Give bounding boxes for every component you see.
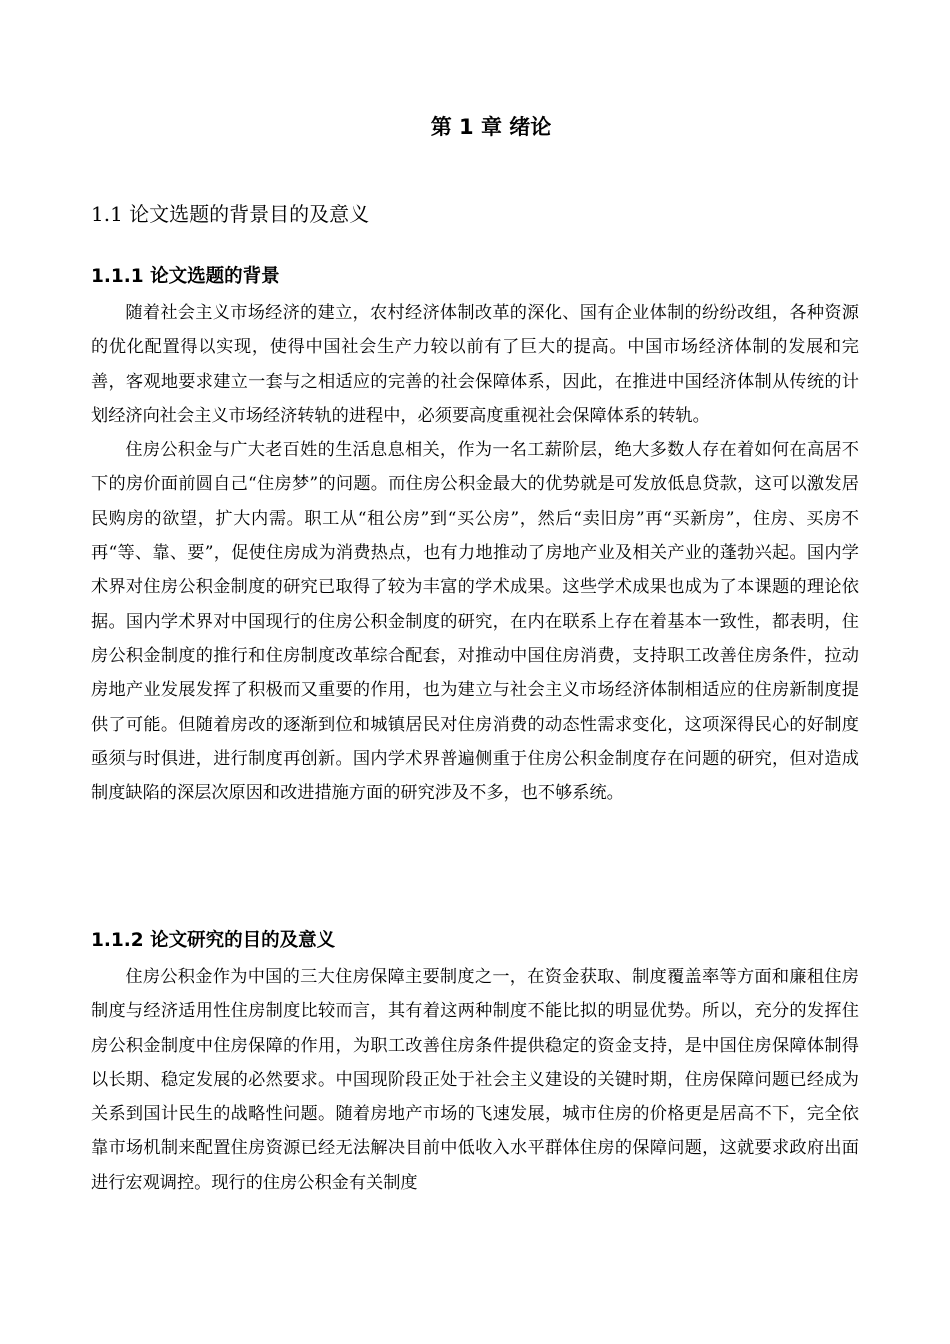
purpose-body <box>91 960 859 1200</box>
paragraph: 住房公积金与广大老百姓的生活息息相关，作为一名工薪阶层，绝大多数人存在着如何在高居不下的房价面前圆自己“住房梦”的问题。而住房公积金最大的优势就是可发放低息贷款，这可以激发居民购房的欲望，扩大内需。职工从“租公房”到“买公房”，然后“卖旧房”再“买新房”，住房、买房不再“等、靠、要”，促使住房成为消费热点，也有力地推动了房地产业及相关产业的蓬勃兴起。国内学术界对住房公积金制度的研究已取得了较为丰富的学术成果。这些学术成果也成为了本课题的理论依据。国内学术界对中国现行的住房公积金制度的研究，在内在联系上存在着基本一致性，都表明，住房公积金制度的推行和住房制度改革综合配套，对推动中国住房消费，支持职工改善住房条件，拉动房地产业发展发挥了积极而又重要的作用，也为建立与社会主义市场经济体制相适应的住房新制度提供了可能。但随着房改的逐渐到位和城镇居民对住房消费的动态性需求变化，这项深得民心的好制度亟须与时俱进，进行制度再创新。国内学术界普遍侧重于住房公积金制度存在问题的研究，但对造成制度缺陷的深层次原因和改进措施方面的研究涉及不多，也不够系统。 <box>91 440 859 804</box>
paragraph: 随着社会主义市场经济的建立，农村经济体制改革的深化、国有企业体制的纷纷改组，各种资源的优化配置得以实现，使得中国社会生产力较以前有了巨大的提高。中国市场经济体制的发展和完善，客观地要求建立一套与之相适应的完善的社会保障体系，因此，在推进中国经济体制从传统的计划经济向社会主义市场经济转轨的进程中，必须要高度重视社会保障体系的转轨。 <box>91 303 859 426</box>
subsection-title-purpose: 1.1.2 论文研究的目的及意义 <box>91 930 336 951</box>
subsection-title-background: 1.1.1 论文选题的背景 <box>91 266 280 287</box>
section-title: 1.1 论文选题的背景目的及意义 <box>91 202 370 226</box>
chapter-title: 第 1 章 绪论 <box>430 115 552 139</box>
background-body <box>91 296 859 810</box>
paragraph: 住房公积金作为中国的三大住房保障主要制度之一，在资金获取、制度覆盖率等方面和廉租住房制度与经济适用性住房制度比较而言，其有着这两种制度不能比拟的明显优势。所以，充分的发挥住房公积金制度中住房保障的作用，为职工改善住房条件提供稳定的资金支持，是中国住房保障体制得以长期、稳定发展的必然要求。中国现阶段正处于社会主义建设的关键时期，住房保障问题已经成为关系到国计民生的战略性问题。随着房地产市场的飞速发展，城市住房的价格更是居高不下，完全依靠市场机制来配置住房资源已经无法解决目前中低收入水平群体住房的保障问题，这就要求政府出面进行宏观调控。现行的住房公积金有关制度 <box>91 967 859 1193</box>
